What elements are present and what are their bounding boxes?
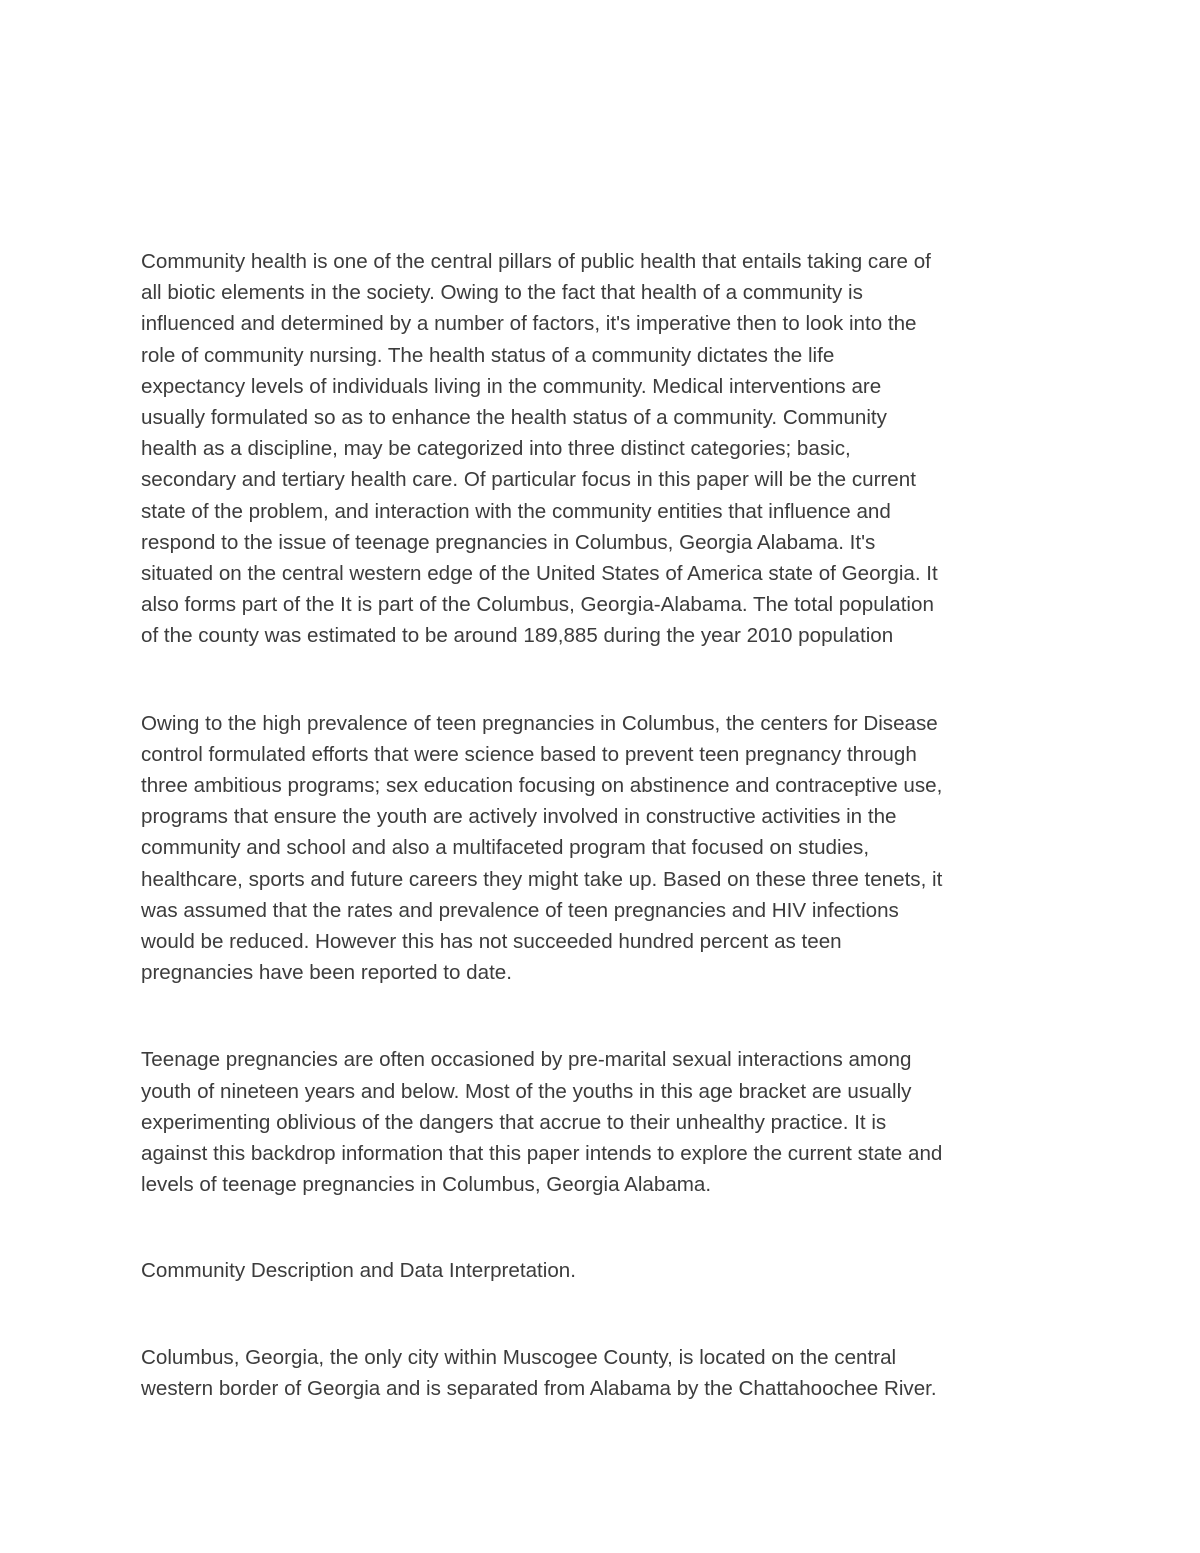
paragraph-community-description: Columbus, Georgia, the only city within Muscogee County, is located on the central western border of Georgia and is separated from Alabama by the Chattahoochee River. [141, 1345, 937, 1400]
paragraph-cdc-programs: Owing to the high prevalence of teen pregnancies in Columbus, the centers for Disease control formulated efforts that were science based to prevent teen pregnancy through three ambitious programs; sex education focusing on abstinence and contraceptive use, programs that ensure the youth are actively involved in constructive activities in the community and school and also a multifaceted program that focused on studies, healthcare, sports and future careers they might take up. Based on these three tenets, it was assumed that the rates and prevalence of teen pregnancies and HIV infections would be reduced. However this has not succeeded hundred percent as teen pregnancies have been reported to date. [141, 711, 943, 985]
paragraph-teenage-pregnancies: Teenage pregnancies are often occasioned by pre-marital sexual interactions among youth of nineteen years and below. Most of the youths in this age bracket are usually experimenting oblivious of the dangers that accrue to their unhealthy practice. It is against this backdrop information that this paper intends to explore the current state and levels of teenage pregnancies in Columbus, Georgia Alabama. [141, 1048, 943, 1197]
paragraph-gap [141, 1287, 1066, 1342]
paragraph-gap [141, 1200, 1066, 1255]
paragraph-introduction: Community health is one of the central pillars of public health that entails taking care of all biotic elements in the society. Owing to the fact that health of a community is influenced and determined by a number of factors, it's imperative then to look into the role of community nursing. The health status of a community dictates the life expectancy levels of individuals living in the community. Medical interventions are usually formulated so as to enhance the health status of a community. Community health as a discipline, may be categorized into three distinct categories; basic, secondary and tertiary health care. Of particular focus in this paper will be the current state of the problem, and interaction with the community entities that influence and respond to the issue of teenage pregnancies in Columbus, Georgia Alabama. It's situated on the central western edge of the United States of America state of Georgia. It also forms part of the It is part of the Columbus, Georgia-Alabama. The total population of the county was estimated to be around 189,885 during the year 2010 population [141, 250, 938, 648]
section-heading: Community Description and Data Interpretation. [141, 1259, 576, 1283]
paragraph-gap [141, 652, 1066, 708]
document-body [141, 246, 1066, 1404]
paragraph-gap [141, 988, 1066, 1044]
